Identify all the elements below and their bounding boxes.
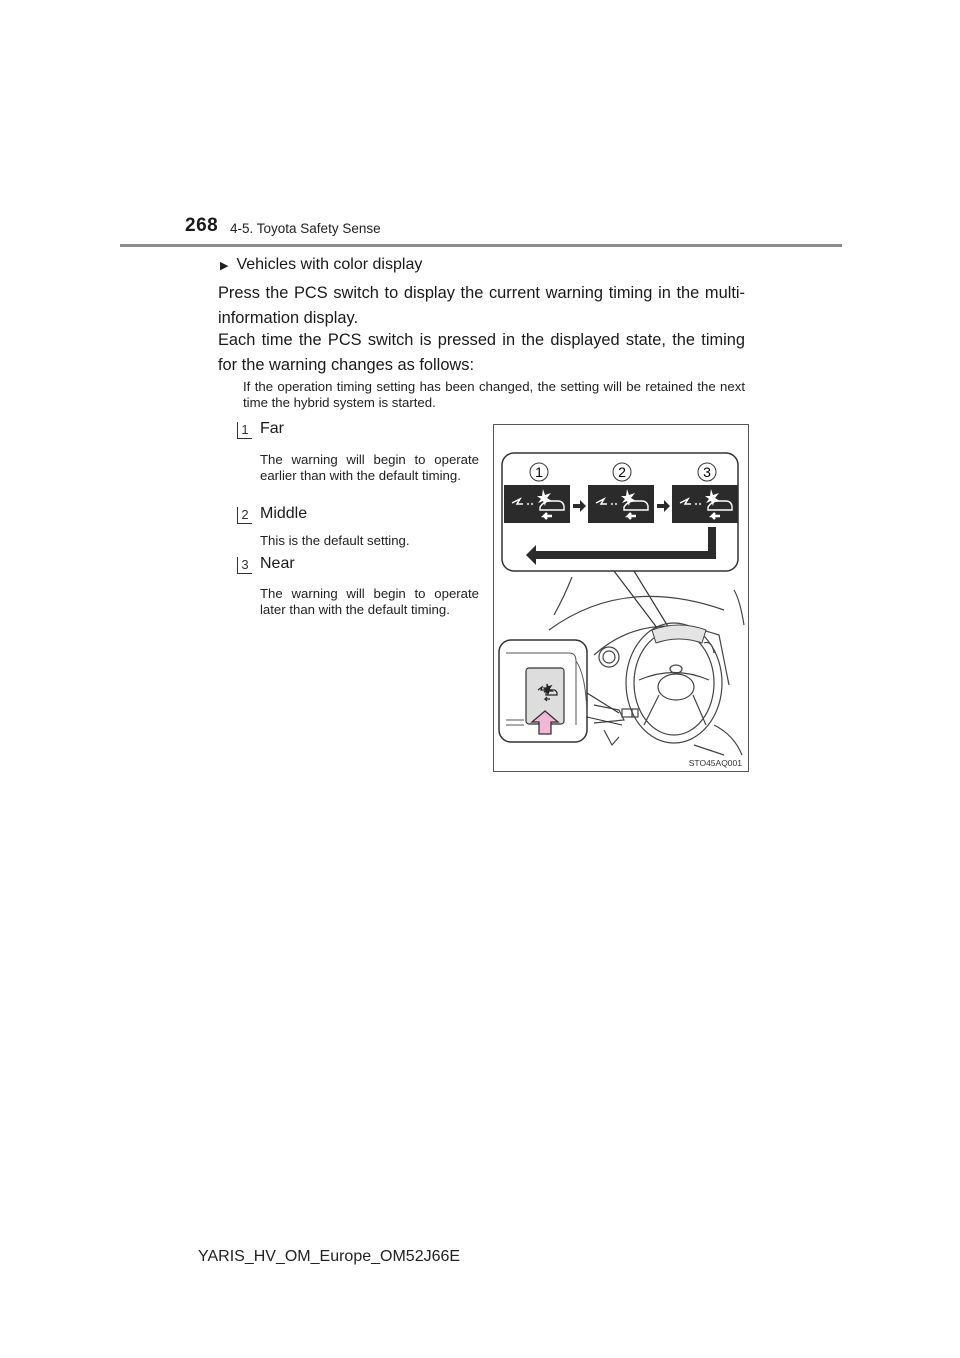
item-number-1: 1 [237,422,252,439]
item-title-middle: Middle [260,505,308,522]
section-title: 4-5. Toyota Safety Sense [230,221,381,236]
pcs-illustration [493,424,749,772]
item-description-near: The warning will begin to operate later than with the default timing. [260,586,479,617]
callout-1-label: 1 [535,464,543,480]
triangle-bullet-icon: ▶ [220,259,229,272]
page-number: 268 [185,215,219,236]
subheading [220,256,422,274]
timing-panel-middle-icon [588,485,654,523]
callout-3 [698,463,716,481]
item-title-near: Near [260,555,295,572]
display-screen-area [652,625,706,643]
callout-3-label: 3 [703,464,711,480]
item-title-far: Far [260,420,284,437]
header-rule [120,244,842,247]
note-text: If the operation timing setting has been changed, the setting will be retained the next time the hybrid system is started. [243,379,745,410]
timing-panel-far-icon [504,485,570,523]
callout-1 [530,463,548,481]
subheading-text: Vehicles with color display [236,256,423,273]
paragraph-press-switch: Press the PCS switch to display the current warning timing in the multi-information display. [218,284,745,327]
footer-manual-code: YARIS_HV_OM_Europe_OM52J66E [198,1248,461,1265]
item-description-middle: This is the default setting. [260,533,410,548]
item-number-2: 2 [237,507,252,524]
item-description-far: The warning will begin to operate earlier than with the default timing. [260,452,479,483]
callout-2-label: 2 [618,464,626,480]
paragraph-each-time: Each time the PCS switch is pressed in the displayed state, the timing for the warning changes as follows: [218,331,745,374]
callout-2 [613,463,631,481]
timing-panel-near-icon [672,485,738,523]
item-number-3: 3 [237,557,252,574]
illustration-code: STO45AQ001 [688,758,742,768]
